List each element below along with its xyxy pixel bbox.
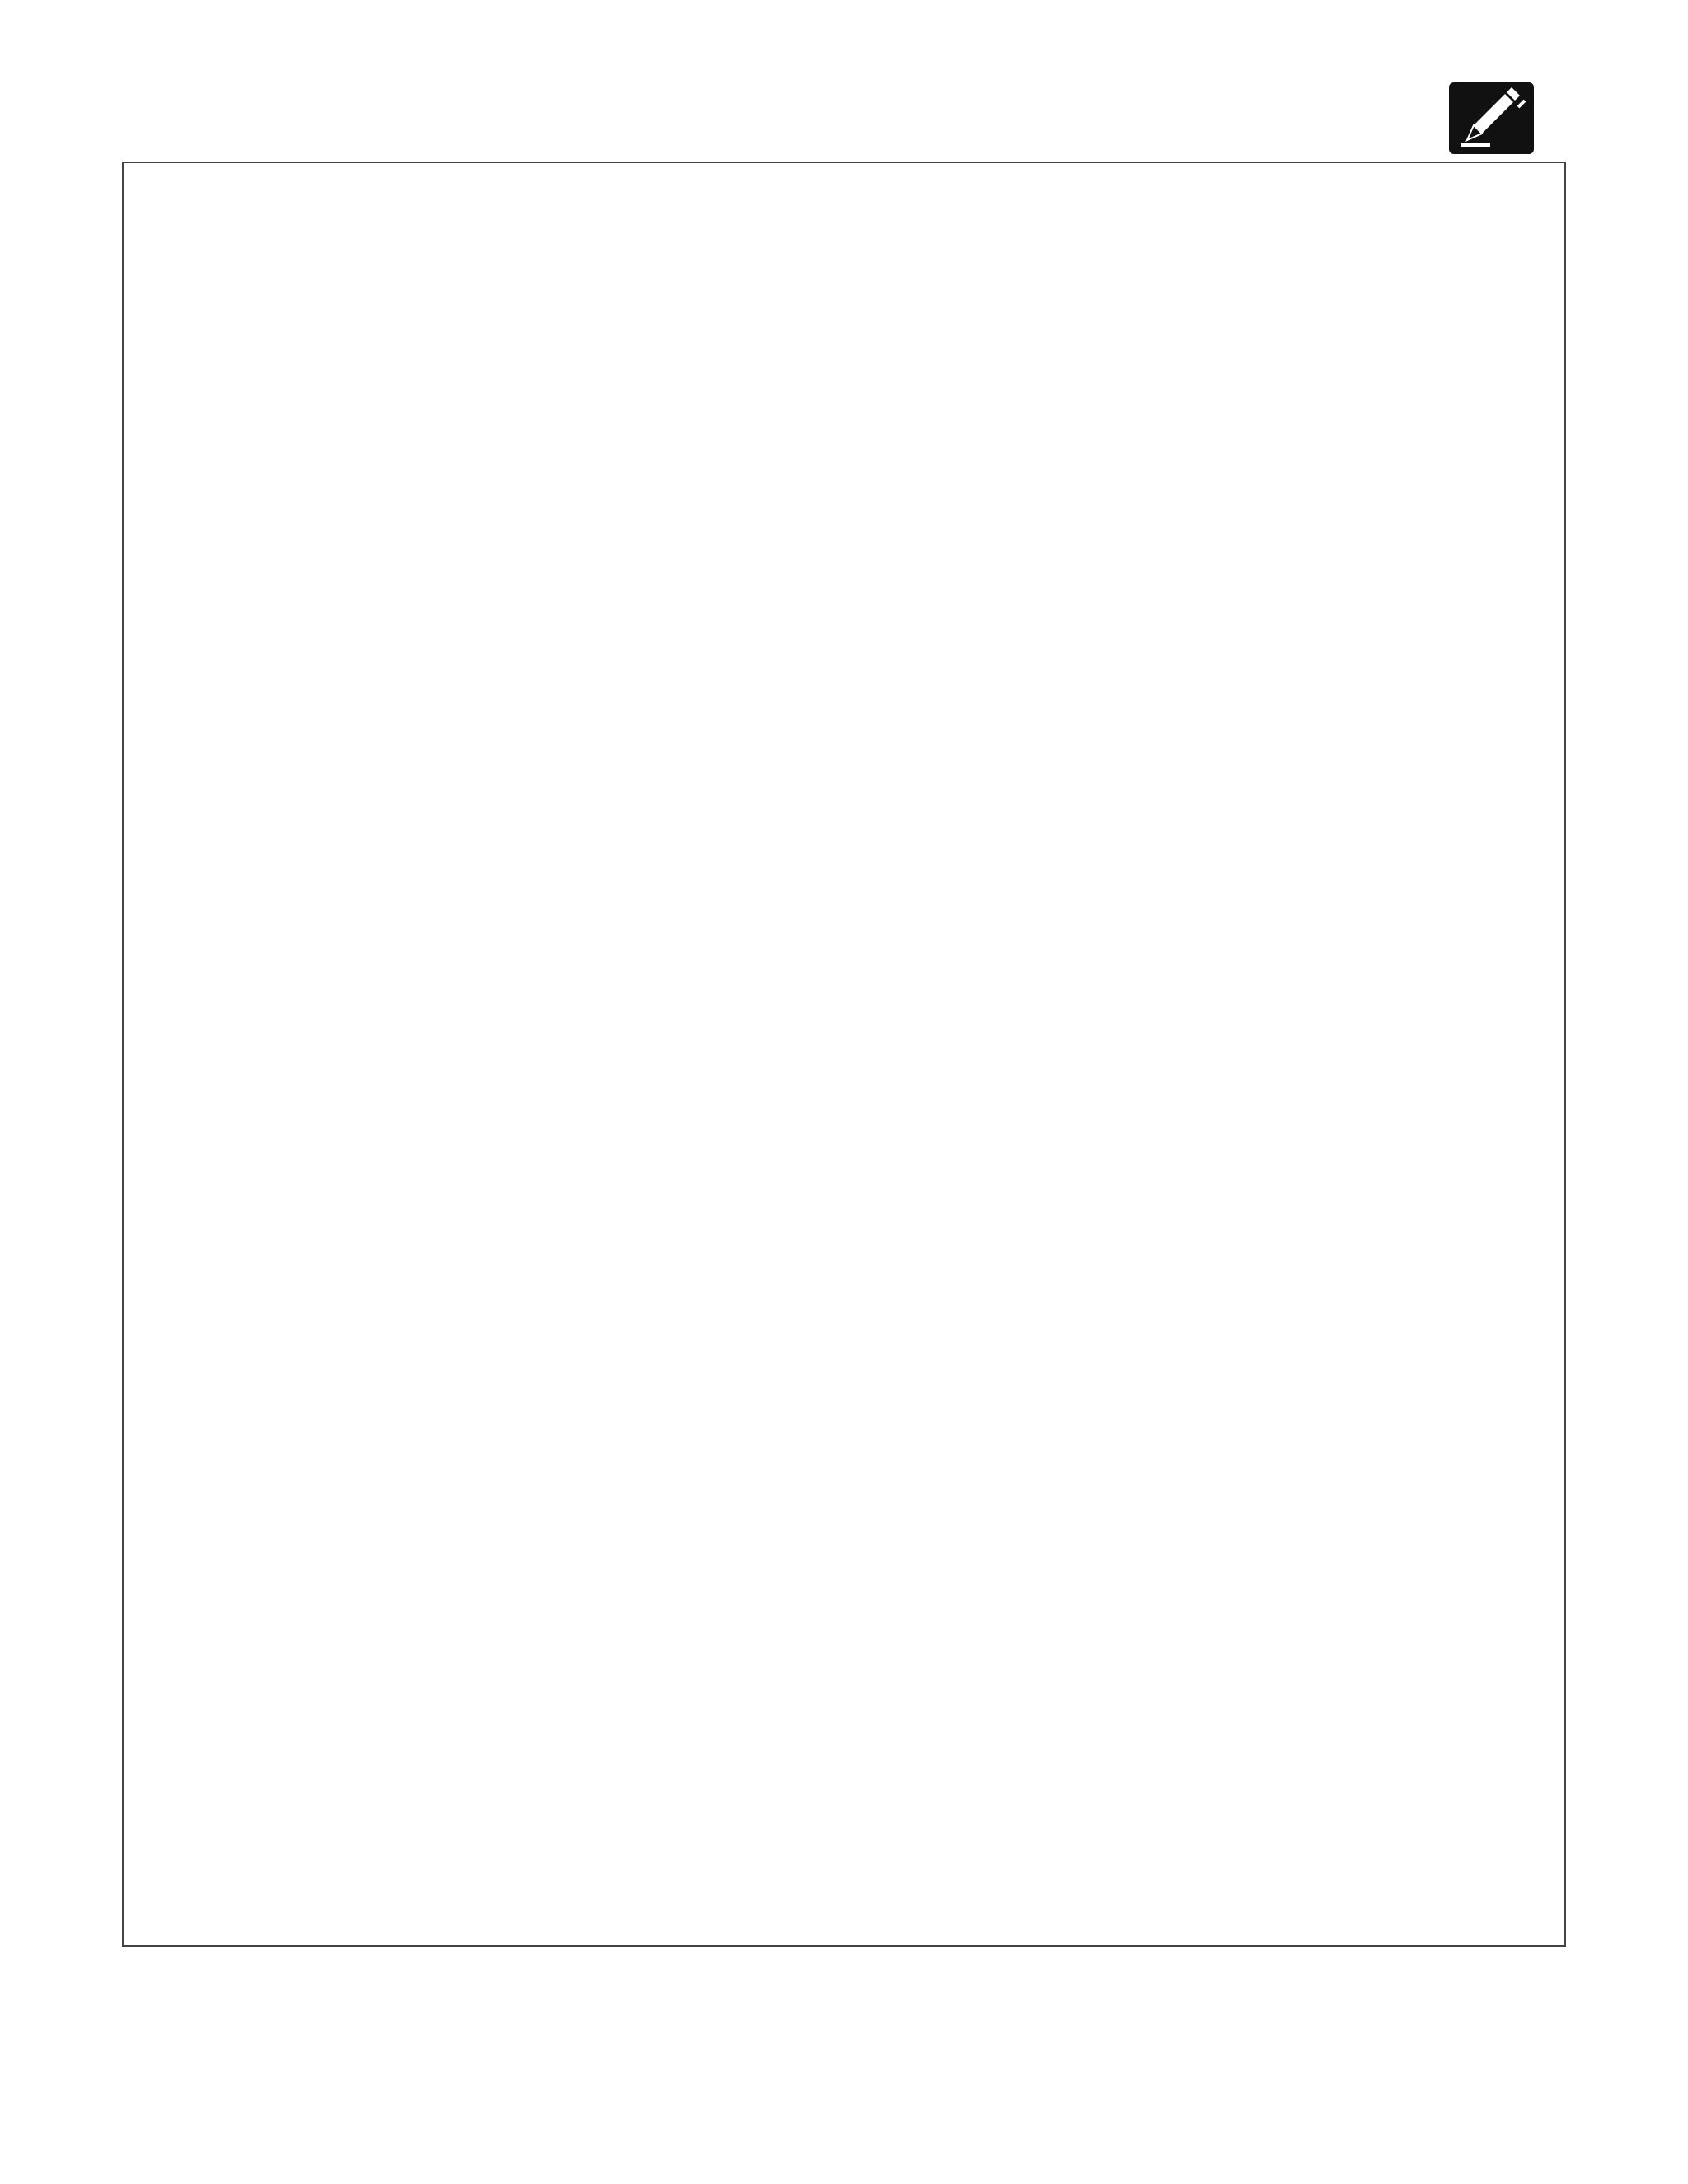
worksheet-frame [122,162,1566,1947]
pencil-icon [1449,82,1534,154]
